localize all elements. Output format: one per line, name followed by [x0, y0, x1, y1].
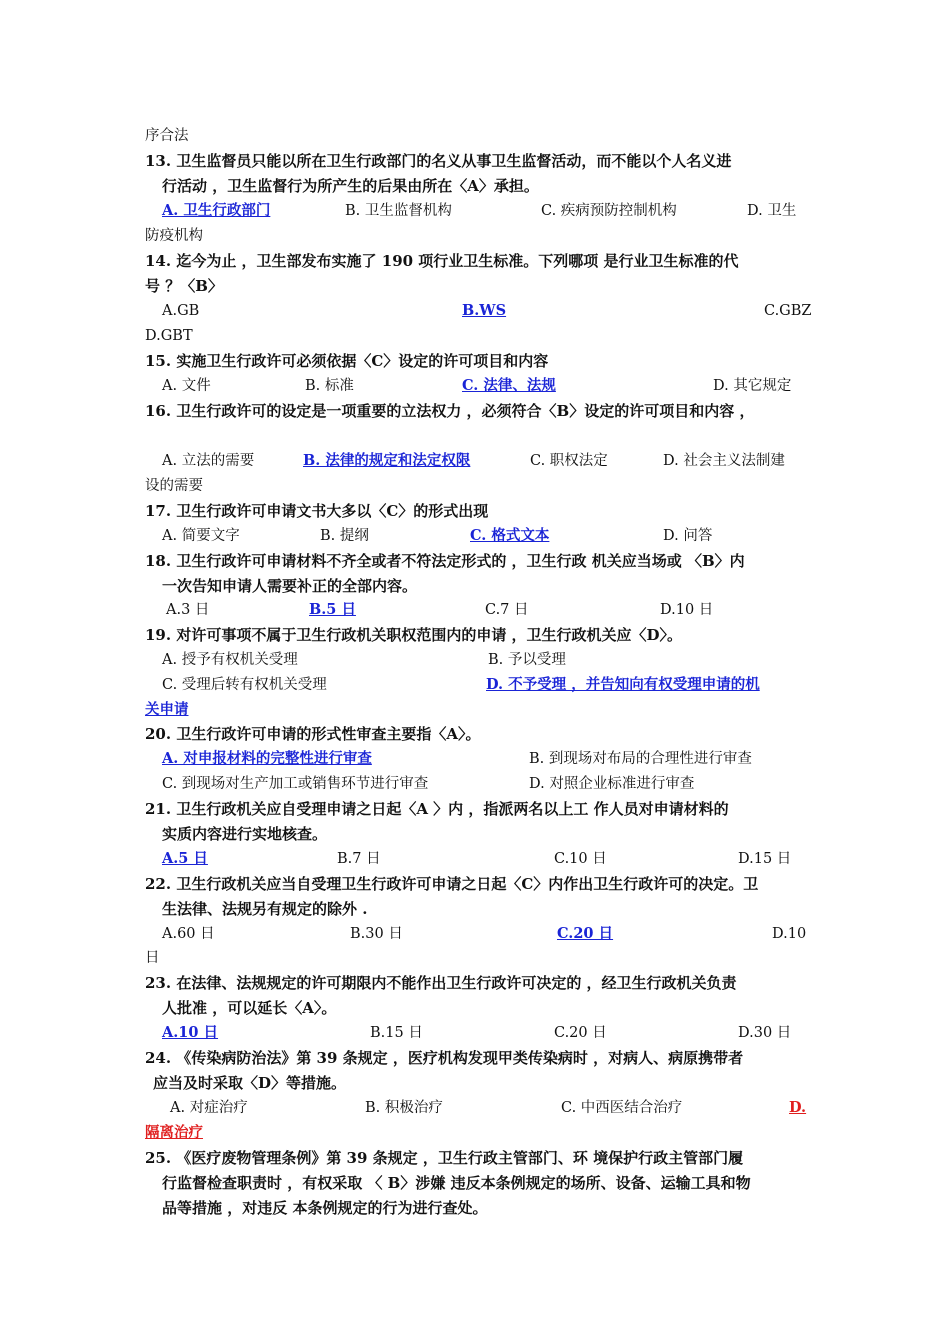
question-text: 14. 迄今为止 ，卫生部发布实施了 190 项行业卫生标准。下列哪项 是行业卫生标准的代 [145, 252, 739, 270]
question-25-cont2 [0, 1196, 950, 1220]
question-text: 实质内容进行实地核查。 [162, 825, 328, 843]
option-b: B. 予以受理 [488, 652, 566, 668]
option-c: C. 受理后转有权机关受理 [162, 677, 327, 693]
option-d: D.15 日 [738, 851, 792, 867]
option-d: D. 对照企业标准进行审查 [529, 776, 695, 792]
option-a: A.GB [162, 303, 200, 319]
option-b: B. 到现场对布局的合理性进行审查 [529, 751, 752, 767]
option-b: B. 提纲 [320, 528, 369, 544]
option-d-correct: D. [789, 1099, 807, 1116]
option-b: B.30 日 [350, 926, 403, 942]
option-a-correct: A.5 日 [162, 850, 208, 867]
option-d-cont: 设的需要 [145, 478, 203, 494]
option-d-correct-cont: 关申请 [145, 701, 189, 718]
question-21 [0, 797, 950, 821]
options-19-ab [0, 648, 950, 672]
options-13 [0, 199, 950, 223]
options-22-cont [0, 946, 950, 970]
option-d: D. 问答 [663, 528, 713, 544]
question-text: 17. 卫生行政许可申请文书大多以〈C〉的形式出现 [145, 502, 489, 520]
option-a: A. 立法的需要 [162, 453, 255, 469]
question-text: 19. 对许可事项不属于卫生行政机关职权范围内的申请 ，卫生行政机关应〈D〉。 [145, 626, 683, 644]
question-17 [0, 499, 950, 523]
question-13-cont [0, 174, 950, 198]
question-23 [0, 971, 950, 995]
question-text: 应当及时采取〈D〉等措施。 [153, 1074, 347, 1092]
option-a: A.3 日 [166, 602, 210, 618]
question-14-cont [0, 274, 950, 298]
option-d: D.30 日 [738, 1025, 792, 1041]
question-text: 25. 《医疗废物管理条例》第 39 条规定 ，卫生行政主管部门、环 境保护行政主管部门履 [145, 1149, 744, 1167]
question-21-cont [0, 822, 950, 846]
question-text: 行监督检查职责时 ，有权采取 〈 B〉涉嫌 违反本条例规定的场所、设备、运输工具和物 [162, 1174, 751, 1192]
option-c-correct: C. 法律、法规 [462, 377, 556, 394]
options-19-cont [0, 698, 950, 722]
option-b-correct: B.WS [462, 302, 507, 319]
options-20-ab [0, 747, 950, 771]
options-17 [0, 524, 950, 548]
question-16 [0, 399, 950, 423]
question-text: 18. 卫生行政许可申请材料不齐全或者不符法定形式的 ，卫生行政 机关应当场或 〈B〉内 [145, 552, 745, 570]
option-d: D.10 日 [660, 602, 714, 618]
options-16-cont [0, 474, 950, 498]
question-text: 行活动 ，卫生监督行为所产生的后果由所在〈A〉承担。 [162, 177, 539, 195]
option-d: D. 社会主义法制建 [663, 453, 785, 469]
options-22 [0, 922, 950, 946]
option-b-correct: B. 法律的规定和法定权限 [303, 452, 471, 469]
option-c: C.GBZ [764, 303, 812, 319]
option-a-correct: A.10 日 [162, 1024, 219, 1041]
option-b: B. 卫生监督机构 [345, 203, 452, 219]
option-d: D. 卫生 [747, 203, 797, 219]
question-text: 24. 《传染病防治法》第 39 条规定 ，医疗机构发现甲类传染病时 ，对病人、病原携带者 [145, 1049, 744, 1067]
option-d: D.GBT [145, 328, 193, 344]
question-15 [0, 349, 950, 373]
option-d-correct-cont: 隔离治疗 [145, 1124, 203, 1141]
options-20-cd [0, 772, 950, 796]
option-b: B.7 日 [337, 851, 381, 867]
question-23-cont [0, 996, 950, 1020]
question-text: 15. 实施卫生行政许可必须依据〈C〉设定的许可项目和内容 [145, 352, 549, 370]
option-b-correct: B.5 日 [309, 601, 356, 618]
options-13-cont [0, 224, 950, 248]
option-c: C.10 日 [554, 851, 607, 867]
options-18 [0, 598, 950, 622]
options-19-cd [0, 673, 950, 697]
text-line [0, 124, 950, 148]
option-c: C. 职权法定 [530, 453, 608, 469]
question-text: 13. 卫生监督员只能以所在卫生行政部门的名义从事卫生监督活动，而不能以个人名义进 [145, 152, 732, 170]
question-13 [0, 149, 950, 173]
options-24-cont [0, 1121, 950, 1145]
question-24 [0, 1046, 950, 1070]
question-22-cont [0, 897, 950, 921]
options-14 [0, 299, 950, 323]
option-a: A. 文件 [162, 378, 211, 394]
option-c: C. 疾病预防控制机构 [541, 203, 677, 219]
question-text: 22. 卫生行政机关应当自受理卫生行政许可申请之日起〈C〉内作出卫生行政许可的决定。卫 [145, 875, 759, 893]
question-14 [0, 249, 950, 273]
option-a: A. 授予有权机关受理 [162, 652, 298, 668]
options-23 [0, 1021, 950, 1045]
option-c: C. 中西医结合治疗 [561, 1100, 683, 1116]
option-a-correct: A. 卫生行政部门 [162, 202, 271, 219]
option-d-cont: 日 [145, 950, 160, 966]
option-b: B.15 日 [370, 1025, 423, 1041]
options-14-cont [0, 324, 950, 348]
option-a: A. 对症治疗 [170, 1100, 248, 1116]
option-c-correct: C.20 日 [557, 925, 614, 942]
option-c: C.7 日 [485, 602, 529, 618]
options-21 [0, 847, 950, 871]
question-20 [0, 722, 950, 746]
question-18-cont [0, 574, 950, 598]
question-text: 20. 卫生行政许可申请的形式性审查主要指〈A〉。 [145, 725, 481, 743]
options-24 [0, 1096, 950, 1120]
option-d-correct: D. 不予受理 ，并告知向有权受理申请的机 [486, 676, 760, 693]
question-25 [0, 1146, 950, 1170]
option-c: C. 到现场对生产加工或销售环节进行审查 [162, 776, 429, 792]
option-c-correct: C. 格式文本 [470, 527, 550, 544]
option-b: B. 积极治疗 [365, 1100, 443, 1116]
option-d: D. 其它规定 [713, 378, 792, 394]
question-22 [0, 872, 950, 896]
question-text: 21. 卫生行政机关应自受理申请之日起〈A 〉内 ，指派两名以上工 作人员对申请材料的 [145, 800, 729, 818]
question-text: 人批准 ，可以延长〈A〉。 [162, 999, 337, 1017]
text: 序合法 [145, 128, 189, 144]
option-d-cont: 防疫机构 [145, 228, 203, 244]
option-b: B. 标准 [305, 378, 354, 394]
question-text: 号 ？〈B〉 [145, 277, 223, 295]
question-24-cont [0, 1071, 950, 1095]
option-a: A.60 日 [162, 926, 215, 942]
options-15 [0, 374, 950, 398]
question-18 [0, 549, 950, 573]
question-text: 一次告知申请人需要补正的全部内容。 [162, 577, 418, 595]
option-d: D.10 [772, 926, 807, 942]
option-c: C.20 日 [554, 1025, 607, 1041]
option-a: A. 简要文字 [162, 528, 240, 544]
question-text: 16. 卫生行政许可的设定是一项重要的立法权力 ，必须符合〈B〉设定的许可项目和内容 ， [145, 402, 755, 420]
question-25-cont [0, 1171, 950, 1195]
option-a-correct: A. 对申报材料的完整性进行审查 [162, 750, 372, 767]
question-text: 生法律、法规另有规定的除外 . [162, 900, 368, 918]
options-16 [0, 449, 950, 473]
question-text: 品等措施 ，对违反 本条例规定的行为进行查处。 [162, 1199, 488, 1217]
question-19 [0, 623, 950, 647]
question-text: 23. 在法律、法规规定的许可期限内不能作出卫生行政许可决定的 ，经卫生行政机关负责 [145, 974, 737, 992]
